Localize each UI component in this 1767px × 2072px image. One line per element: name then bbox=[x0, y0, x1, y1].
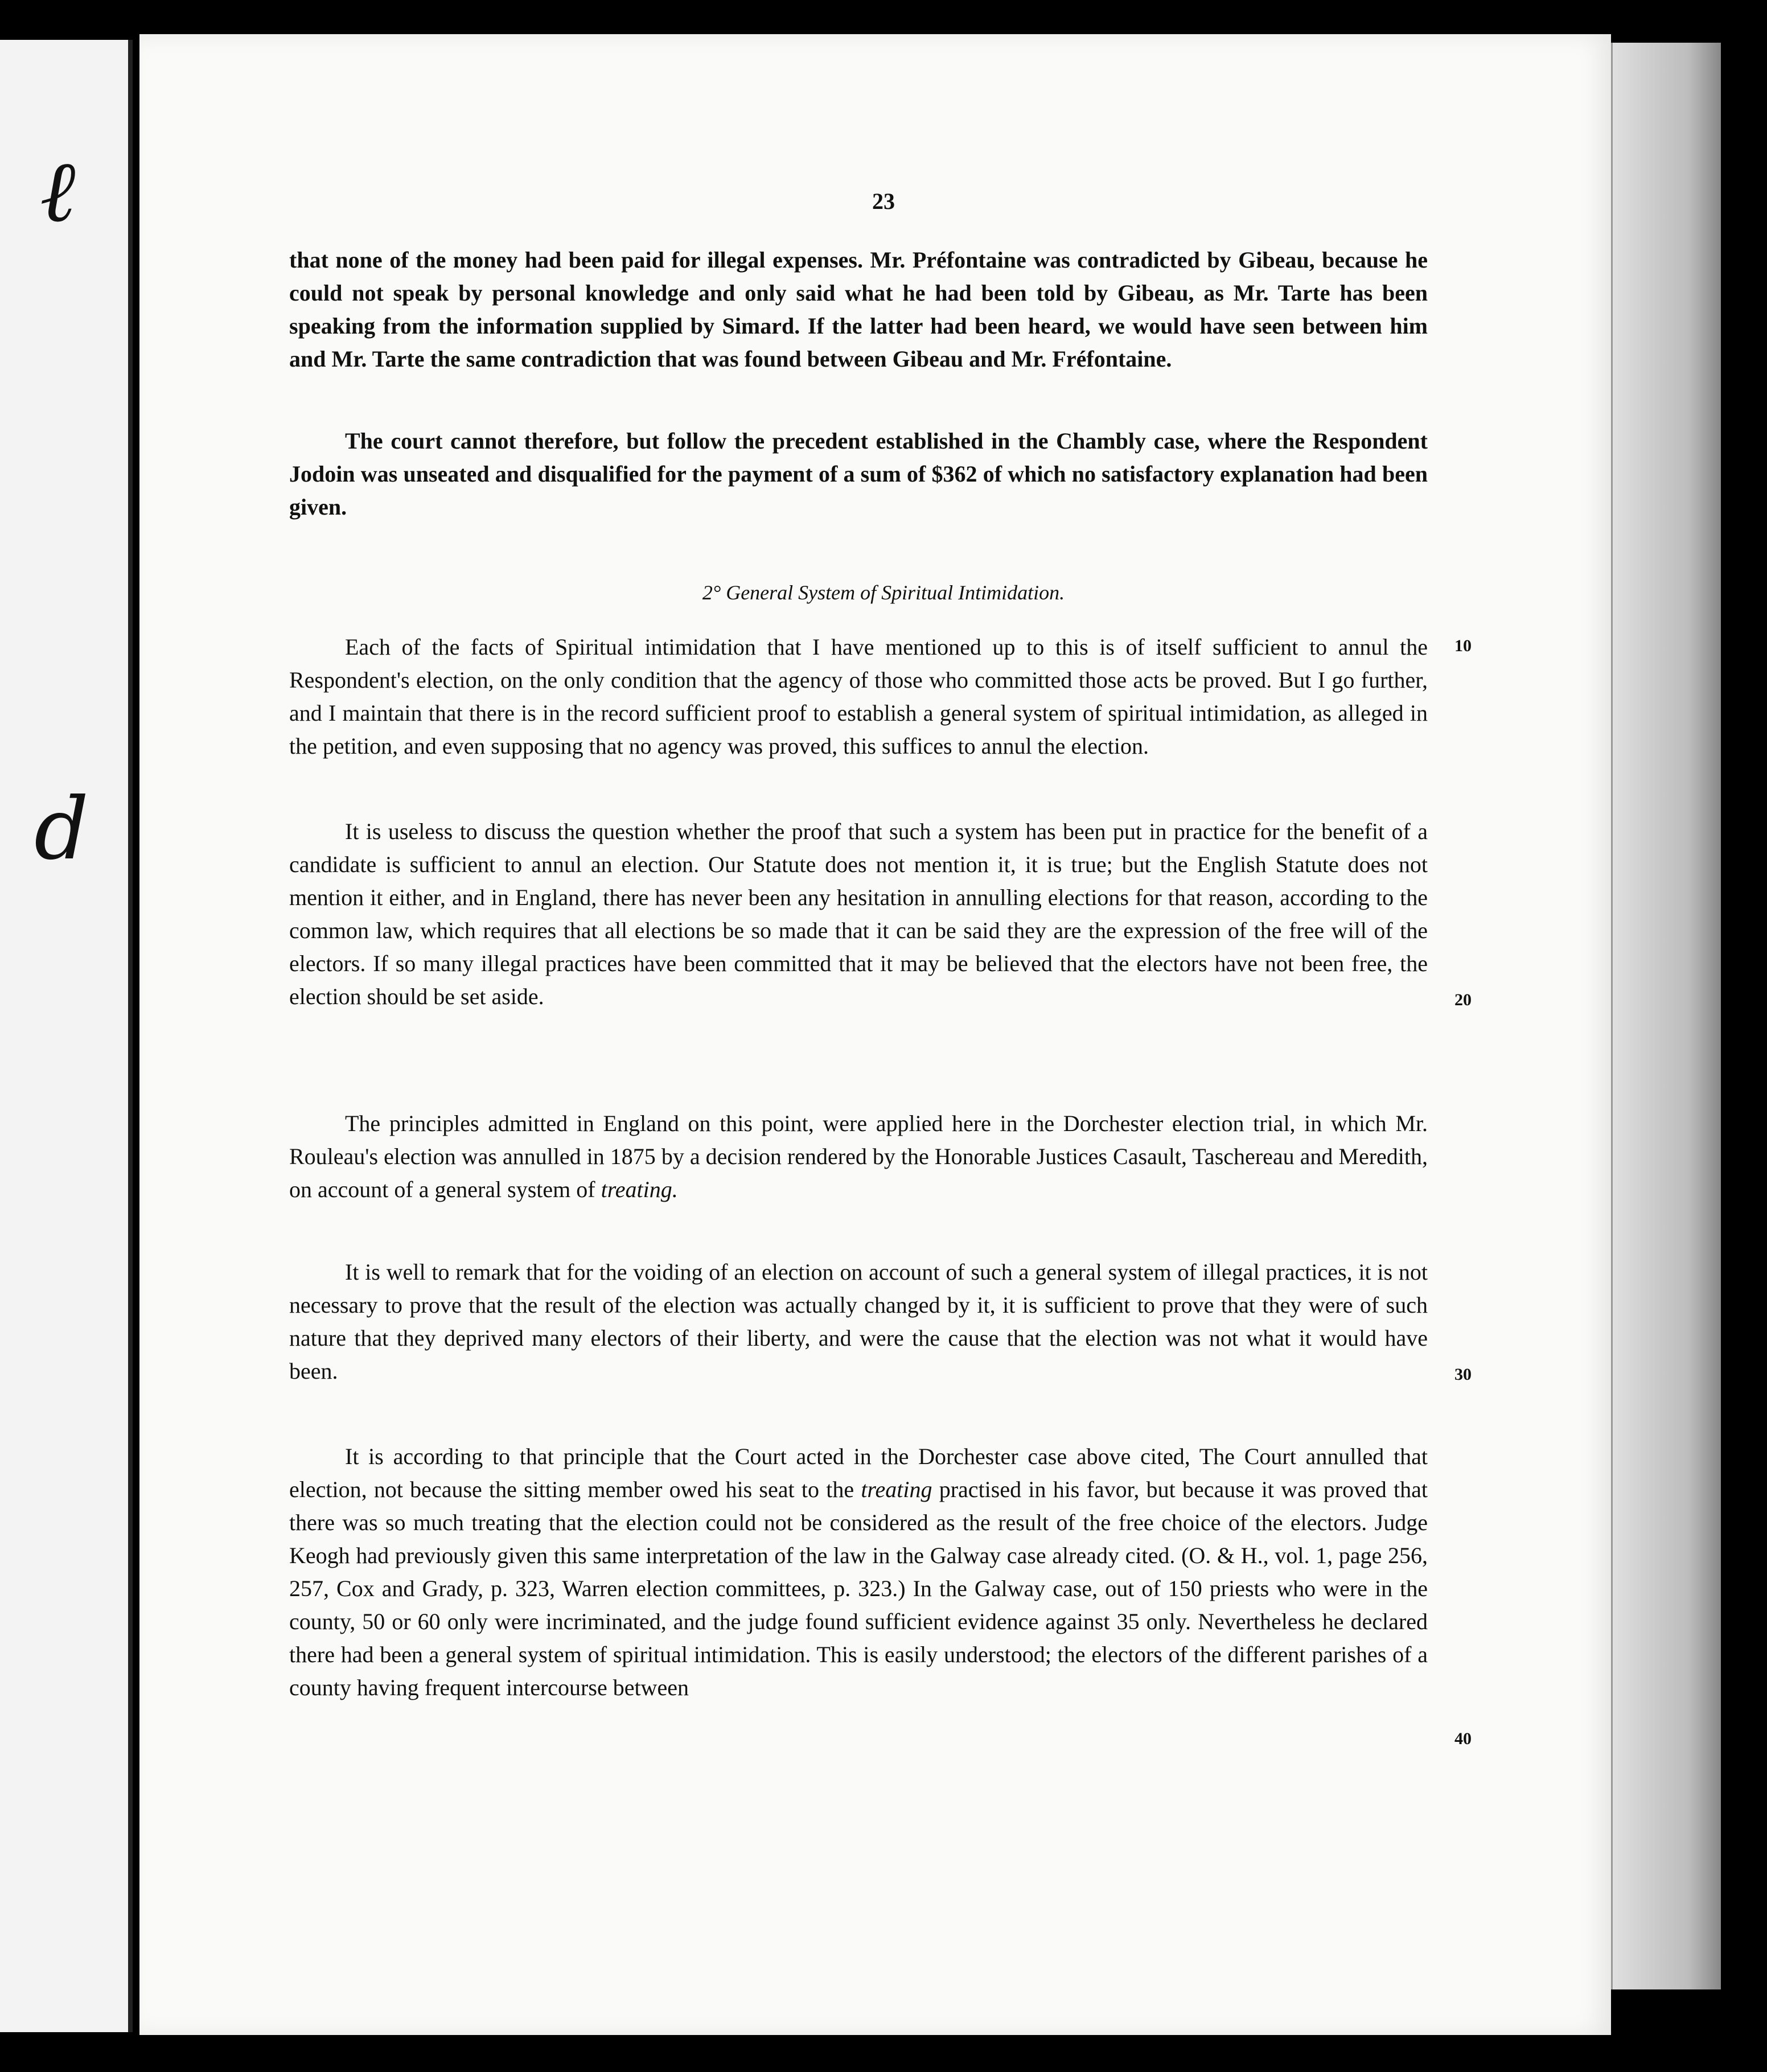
paragraph-text: It is according to that principle that the Court acted in the Dorchester case above cited, The Court annulled that election, not because the sitting member owed his seat to the bbox=[289, 1444, 1428, 1502]
line-number: 40 bbox=[1454, 1729, 1472, 1748]
line-number: 30 bbox=[1454, 1365, 1472, 1384]
paragraph-text: The principles admitted in England on this point, were applied here in the Dorchester election trial, in which Mr. Rouleau's election was annulled in 1875 by a decision rendered by the Honorable Justices Casault, Taschereau and Meredith, on account of a general system of bbox=[289, 1111, 1428, 1202]
paragraph: Each of the facts of Spiritual intimidation that I have mentioned up to this is of itself sufficient to annul the Respondent's election, on the only condition that the agency of those who committed those acts be proved. But I go further, and I maintain that there is in the record sufficient proof to establish a general system of spiritual intimidation, as alleged in the petition, and even supposing that no agency was proved, this suffices to annul the election. bbox=[289, 634, 1428, 759]
margin-handwriting: ℓ bbox=[40, 142, 76, 241]
section-heading: 2° General System of Spiritual Intimidation. bbox=[702, 581, 1065, 604]
page-stack-edge bbox=[1611, 43, 1721, 1989]
paragraph bbox=[289, 1107, 1428, 1206]
emphasis-text: treating. bbox=[601, 1177, 678, 1202]
paragraph-block bbox=[289, 244, 1428, 376]
paragraph-block bbox=[289, 425, 1428, 524]
page-number: 23 bbox=[872, 188, 895, 214]
paragraph bbox=[289, 1440, 1428, 1704]
paragraph-block bbox=[289, 631, 1428, 763]
paragraph-block bbox=[289, 1256, 1428, 1388]
paragraph-block bbox=[289, 1107, 1428, 1206]
line-number: 10 bbox=[1454, 636, 1472, 655]
paragraph: The court cannot therefore, but follow the precedent established in the Chambly case, where the Respondent Jodoin was unseated and disqualified for the payment of a sum of $362 of which no satisfactory explanation had been given. bbox=[289, 428, 1428, 520]
paragraph-text: practised in his favor, but because it was proved that there was so much treating that the election could not be considered as the result of the free choice of the electors. Judge Keogh had previously given this same interpretation of the law in the Galway case already cited. (O. & H., vol. 1, page 256, 257, Cox and Grady, p. 323, Warren election committees, p. 323.) In the Galway case, out of 150 priests who were in the county, 50 or 60 only were incriminated, and the judge found sufficient evidence against 35 only. Nevertheless he declared there had been a general system of spiritual intimidation. This is easily understood; the electors of the different parishes of a county having frequent intercourse between bbox=[289, 1477, 1428, 1700]
paragraph: It is well to remark that for the voiding of an election on account of such a general system of illegal practices, it is not necessary to prove that the result of the election was actually changed by it, it is sufficient to prove that they were of such nature that they deprived many electors of their liberty, and were the cause that the election was not what it would have been. bbox=[289, 1259, 1428, 1384]
paragraph-block bbox=[289, 1440, 1428, 1704]
line-number: 20 bbox=[1454, 990, 1472, 1009]
left-facing-page bbox=[0, 40, 133, 2032]
paragraph: It is useless to discuss the question whether the proof that such a system has been put in practice for the benefit of a candidate is sufficient to annul an election. Our Statute does not mention it, it is true; but the English Statute does not mention it either, and in England, there has never been any hesitation in annulling elections for that reason, according to the common law, which requires that all elections be so made that it can be said they are the expression of the free will of the electors. If so many illegal practices have been committed that it may be believed that the electors have not been free, the election should be set aside. bbox=[289, 819, 1428, 1009]
paragraph-block bbox=[289, 815, 1428, 1013]
margin-handwriting: d bbox=[34, 780, 89, 879]
emphasis-text: treating bbox=[861, 1477, 932, 1502]
paragraph: that none of the money had been paid for illegal expenses. Mr. Préfontaine was contradicted by Gibeau, because he could not speak by personal knowledge and only said what he had been told by Gibeau, as Mr. Tarte has been speaking from the information supplied by Simard. If the latter had been heard, we would have seen between him and Mr. Tarte the same contradiction that was found between Gibeau and Mr. Fréfontaine. bbox=[289, 247, 1428, 372]
